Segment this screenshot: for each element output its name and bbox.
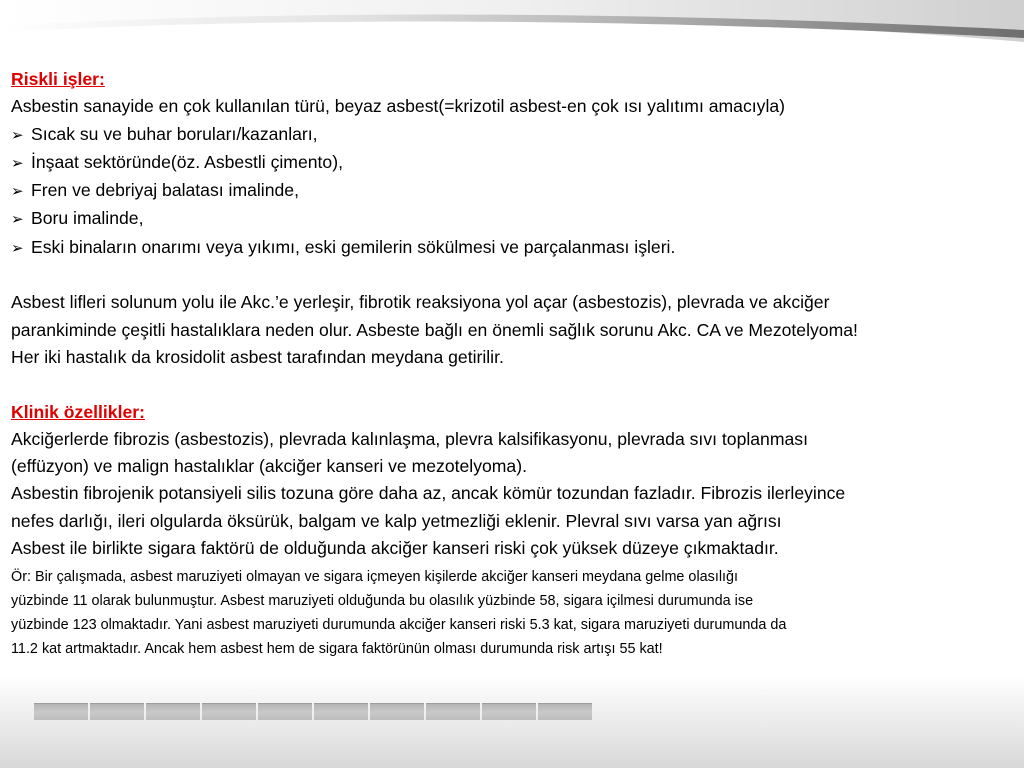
top-decorative-swoosh [0, 0, 1024, 60]
bar-segment [538, 703, 592, 720]
example-note [11, 566, 1017, 661]
bar-segment [34, 703, 88, 720]
bar-segment [202, 703, 256, 720]
list-item: ➢ Fren ve debriyaj balatası imalinde, [11, 177, 1017, 205]
right-arrowhead-icon: ➢ [11, 183, 24, 201]
slide-content [11, 66, 1017, 662]
bar-segment [314, 703, 368, 720]
list-item: ➢ Boru imalinde, [11, 205, 1017, 233]
right-arrowhead-icon: ➢ [11, 239, 24, 257]
example-line: yüzbinde 123 olmaktadır. Yani asbest maruziyeti durumunda akciğer kanseri riski 5.3 kat, sigara maruziyeti durumunda da [11, 616, 787, 633]
bottom-decorative-band [0, 676, 1024, 768]
example-line: yüzbinde 11 olarak bulunmuştur. Asbest maruziyeti olduğunda bu olasılık yüzbinde 58, sigara içilmesi durumunda ise [11, 593, 754, 610]
bar-segment [482, 703, 536, 720]
list-item: ➢ İnşaat sektöründe(öz. Asbestli çimento), [11, 149, 1017, 177]
paragraph-line: Akciğerlerde fibrozis (asbestozis), plevrada kalınlaşma, plevra kalsifikasyonu, plevrada sıvı toplanması [11, 428, 808, 449]
example-line: 11.2 kat artmaktadır. Ancak hem asbest hem de sigara faktörünün olması durumunda risk artışı 55 kat! [11, 640, 663, 657]
paragraph-line: parankiminde çeşitli hastalıklara neden olur. Asbeste bağlı en önemli sağlık sorunu Akc. CA ve Mezotelyoma! [11, 319, 858, 340]
bar-segment [370, 703, 424, 720]
bar-segment [258, 703, 312, 720]
paragraph-line: Asbest lifleri solunum yolu ile Akc.’e yerleşir, fibrotik reaksiyona yol açar (asbestozis), plevrada ve akciğer [11, 292, 830, 313]
bar-segment [90, 703, 144, 720]
bottom-decorative-bar [34, 703, 592, 720]
paragraph-line: nefes darlığı, ileri olgularda öksürük, balgam ve kalp yetmezliği eklenir. Plevral sıvı varsa yan ağrısı [11, 510, 782, 531]
asbestos-intro-text: Asbestin sanayide en çok kullanılan türü, beyaz asbest(=krizotil asbest-en çok ısı yalıtımı amacıyla) [11, 96, 785, 117]
risky-jobs-heading: Riskli işler: [11, 69, 105, 89]
paragraph-line: Her iki hastalık da krosidolit asbest tarafından meydana getirilir. [11, 346, 504, 367]
example-line: Ör: Bir çalışmada, asbest maruziyeti olmayan ve sigara içmeyen kişilerde akciğer kanseri meydana gelme olasılığı [11, 569, 739, 586]
right-arrowhead-icon: ➢ [11, 154, 24, 172]
bar-segment [146, 703, 200, 720]
right-arrowhead-icon: ➢ [11, 126, 24, 144]
paragraph-line: (effüzyon) ve malign hastalıklar (akciğer kanseri ve mezotelyoma). [11, 456, 527, 477]
bar-segment [426, 703, 480, 720]
paragraph-line: Asbestin fibrojenik potansiyeli silis tozuna göre daha az, ancak kömür tozundan fazladır. Fibrozis ilerleyince [11, 483, 846, 504]
list-item: ➢ Eski binaların onarımı veya yıkımı, eski gemilerin sökülmesi ve parçalanması işleri. [11, 234, 1017, 262]
clinical-features-heading: Klinik özellikler: [11, 401, 145, 422]
paragraph-line: Asbest ile birlikte sigara faktörü de olduğunda akciğer kanseri riski çok yüksek düzeye çıkmaktadır. [11, 538, 779, 559]
list-item: ➢ Sıcak su ve buhar boruları/kazanları, [11, 121, 1017, 149]
right-arrowhead-icon: ➢ [11, 211, 24, 229]
